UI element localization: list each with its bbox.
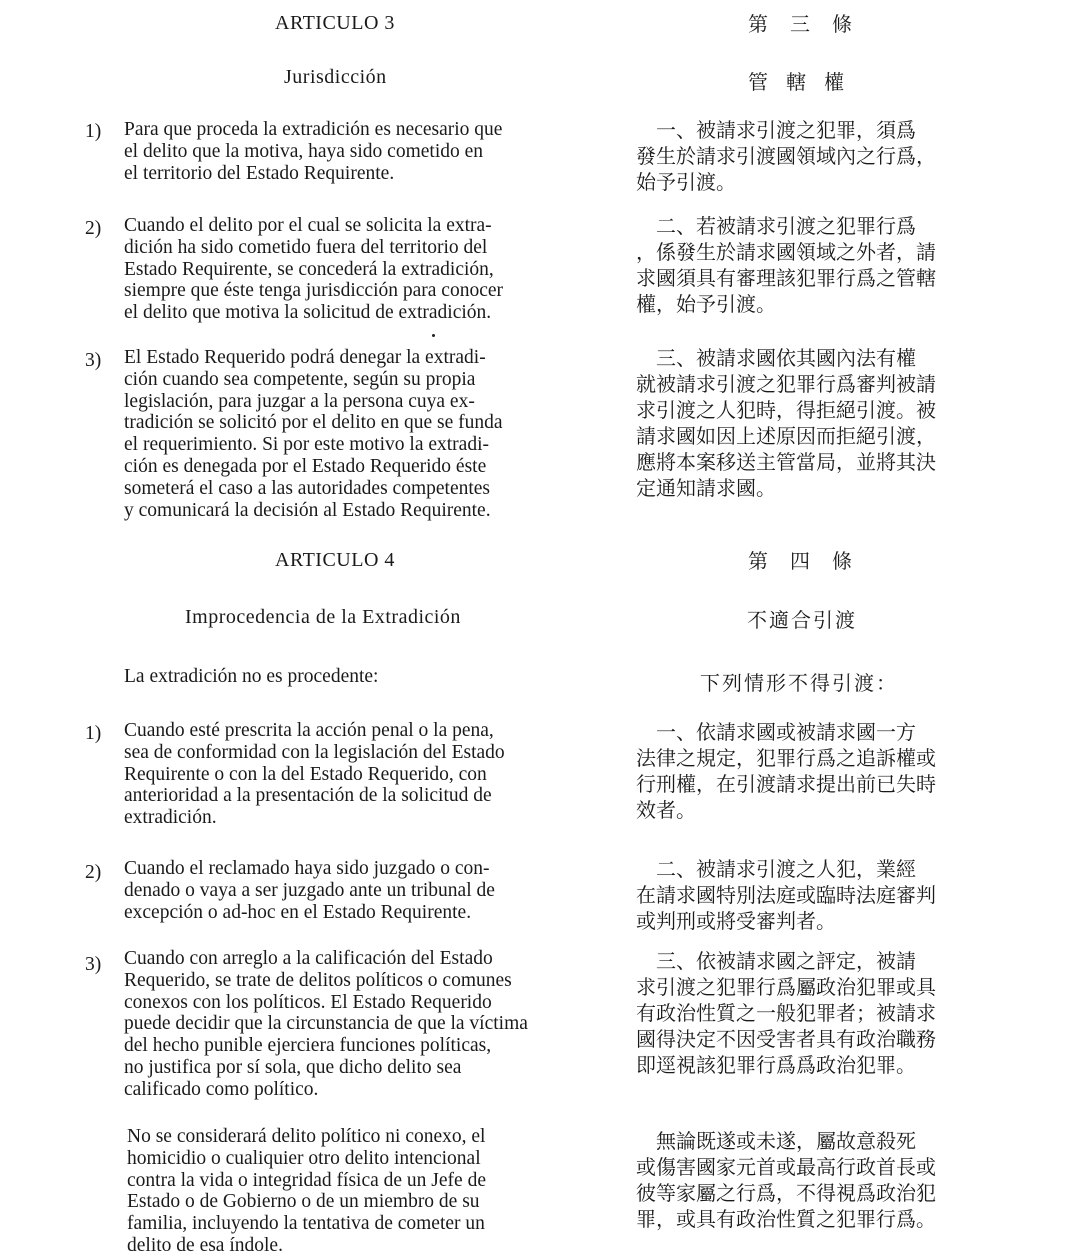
text-line: puede decidir que la circunstancia de que la víctima: [124, 1013, 528, 1035]
article3-subheading-es: Jurisdicción: [284, 66, 387, 88]
text-line: 二、被請求引渡之人犯，業經: [636, 857, 916, 881]
text-line: 三、依被請求國之評定，被請: [636, 949, 916, 973]
text-line: 發生於請求引渡國領域內之行爲，: [636, 144, 936, 168]
article4-closing-es: [127, 1126, 486, 1257]
text-line: denado o vaya a ser juzgado ante un tribunal de: [124, 879, 495, 901]
text-line: El Estado Requerido podrá denegar la extradi-: [124, 347, 486, 368]
text-line: del hecho punible ejerciera funciones políticas,: [124, 1035, 492, 1057]
text-line: 彼等家屬之行爲，不得視爲政治犯: [636, 1181, 936, 1205]
text-line: anterioridad a la presentación de la solicitud de: [124, 785, 492, 807]
article4-subheading-es: Improcedencia de la Extradición: [185, 606, 461, 628]
text-line: Cuando el reclamado haya sido juzgado o con-: [124, 858, 490, 879]
text-line: 就被請求引渡之犯罪行爲審判被請: [636, 372, 936, 396]
article4-item1-zh: [636, 719, 936, 823]
text-line: tradición se solicitó por el delito en que se funda: [124, 412, 503, 434]
text-line: No se considerará delito político ni conexo, el: [127, 1126, 486, 1147]
text-line: delito de esa índole.: [127, 1234, 283, 1256]
article4-item1-es: [124, 720, 505, 829]
item-number: 3): [85, 350, 102, 371]
text-line: 一、依請求國或被請求國一方: [636, 720, 916, 744]
article4-closing-zh: [636, 1128, 936, 1232]
text-line: 求引渡之犯罪行爲屬政治犯罪或具: [636, 975, 936, 999]
text-line: ción cuando sea competente, según su propia: [124, 368, 476, 390]
text-line: someterá el caso a las autoridades competentes: [124, 477, 491, 499]
item-number: 3): [85, 954, 102, 975]
text-line: 或判刑或將受審判者。: [636, 909, 836, 933]
text-line: sea de conformidad con la legislación del Estado: [124, 741, 505, 763]
article4-intro-zh: 下列情形不得引渡：: [700, 671, 898, 695]
article3-item2-zh: [636, 213, 936, 317]
text-line: 行刑權，在引渡請求提出前已失時: [636, 772, 936, 796]
text-line: Requirente o con la del Estado Requerido, con: [124, 763, 487, 785]
text-line: Cuando con arreglo a la calificación del Estado: [124, 948, 493, 969]
article4-item2-zh: [636, 856, 936, 934]
text-line: 國得決定不因受害者具有政治職務: [636, 1027, 936, 1051]
text-line: 應將本案移送主管當局，並將其決: [636, 450, 936, 474]
article4-item3-zh: [636, 948, 936, 1078]
text-line: el territorio del Estado Requirente.: [124, 162, 395, 184]
text-line: 或傷害國家元首或最高行政首長或: [636, 1155, 936, 1179]
text-line: legislación, para juzgar a la persona cuya ex-: [124, 390, 475, 412]
text-line: 一、被請求引渡之犯罪，須爲: [636, 118, 916, 142]
text-line: el requerimiento. Si por este motivo la extradi-: [124, 434, 489, 456]
text-line: familia, incluyendo la tentativa de cometer un: [127, 1213, 485, 1235]
text-line: contra la vida o integridad física de un Jefe de: [127, 1169, 486, 1191]
stray-mark: [432, 334, 435, 337]
article4-heading-es: ARTICULO 4: [275, 549, 395, 571]
text-line: no justifica por sí sola, que dicho delito sea: [124, 1056, 462, 1078]
text-line: 法律之規定，犯罪行爲之追訴權或: [636, 746, 936, 770]
text-line: Estado Requirente, se concederá la extradición,: [124, 258, 494, 280]
text-line: Requerido, se trate de delitos políticos o comunes: [124, 969, 512, 991]
text-line: Cuando esté prescrita la acción penal o la pena,: [124, 720, 494, 741]
text-line: 定通知請求國。: [636, 476, 776, 500]
text-line: 罪，或具有政治性質之犯罪行爲。: [636, 1207, 936, 1231]
text-line: 二、若被請求引渡之犯罪行爲: [636, 214, 916, 238]
article4-item3-es: [124, 948, 528, 1101]
text-line: extradición.: [124, 807, 217, 829]
text-line: 請求國如因上述原因而拒絕引渡，: [636, 424, 936, 448]
text-line: el delito que la motiva, haya sido cometido en: [124, 140, 484, 162]
text-line: el delito que motiva la solicitud de extradición.: [124, 302, 492, 324]
text-line: siempre que éste tenga jurisdicción para conocer: [124, 280, 504, 302]
article3-item3-es: [124, 347, 503, 521]
text-line: ，係發生於請求國領域之外者，請: [636, 240, 936, 264]
text-line: Cuando el delito por el cual se solicita la extra-: [124, 215, 492, 236]
article4-intro-es: La extradición no es procedente:: [124, 666, 379, 687]
article3-item2-es: [124, 215, 503, 324]
text-line: Para que proceda la extradición es necesario que: [124, 119, 503, 140]
item-number: 1): [85, 121, 102, 142]
article4-heading-zh: 第四條: [748, 549, 874, 573]
article3-item1-es: [124, 119, 502, 184]
text-line: 權，始予引渡。: [636, 292, 776, 316]
text-line: conexos con los políticos. El Estado Requerido: [124, 991, 492, 1013]
article4-subheading-zh: 不適合引渡: [747, 608, 857, 632]
article3-subheading-zh: 管轄權: [748, 70, 862, 94]
text-line: 有政治性質之一般犯罪者；被請求: [636, 1001, 936, 1025]
text-line: 無論既遂或未遂，屬故意殺死: [636, 1129, 916, 1153]
text-line: 在請求國特別法庭或臨時法庭審判: [636, 883, 936, 907]
article3-item3-zh: [636, 345, 936, 501]
article3-heading-zh: 第三條: [748, 12, 874, 36]
text-line: 三、被請求國依其國內法有權: [636, 346, 916, 370]
text-line: 始予引渡。: [636, 170, 736, 194]
text-line: calificado como político.: [124, 1078, 319, 1100]
text-line: y comunicará la decisión al Estado Requirente.: [124, 499, 491, 521]
item-number: 1): [85, 723, 102, 744]
text-line: 效者。: [636, 798, 696, 822]
text-line: dición ha sido cometido fuera del territorio del: [124, 236, 488, 258]
text-line: excepción o ad-hoc en el Estado Requirente.: [124, 901, 472, 923]
item-number: 2): [85, 862, 102, 883]
article4-item2-es: [124, 858, 495, 923]
text-line: homicidio o cualiquier otro delito intencional: [127, 1147, 481, 1169]
text-line: 求引渡之人犯時，得拒絕引渡。被: [636, 398, 936, 422]
article3-heading-es: ARTICULO 3: [275, 12, 395, 34]
item-number: 2): [85, 218, 102, 239]
text-line: ción es denegada por el Estado Requerido éste: [124, 455, 487, 477]
article3-item1-zh: [636, 117, 936, 195]
text-line: 求國須具有審理該犯罪行爲之管轄: [636, 266, 936, 290]
text-line: 即逕視該犯罪行爲爲政治犯罪。: [636, 1053, 916, 1077]
text-line: Estado o de Gobierno o de un miembro de su: [127, 1191, 480, 1213]
